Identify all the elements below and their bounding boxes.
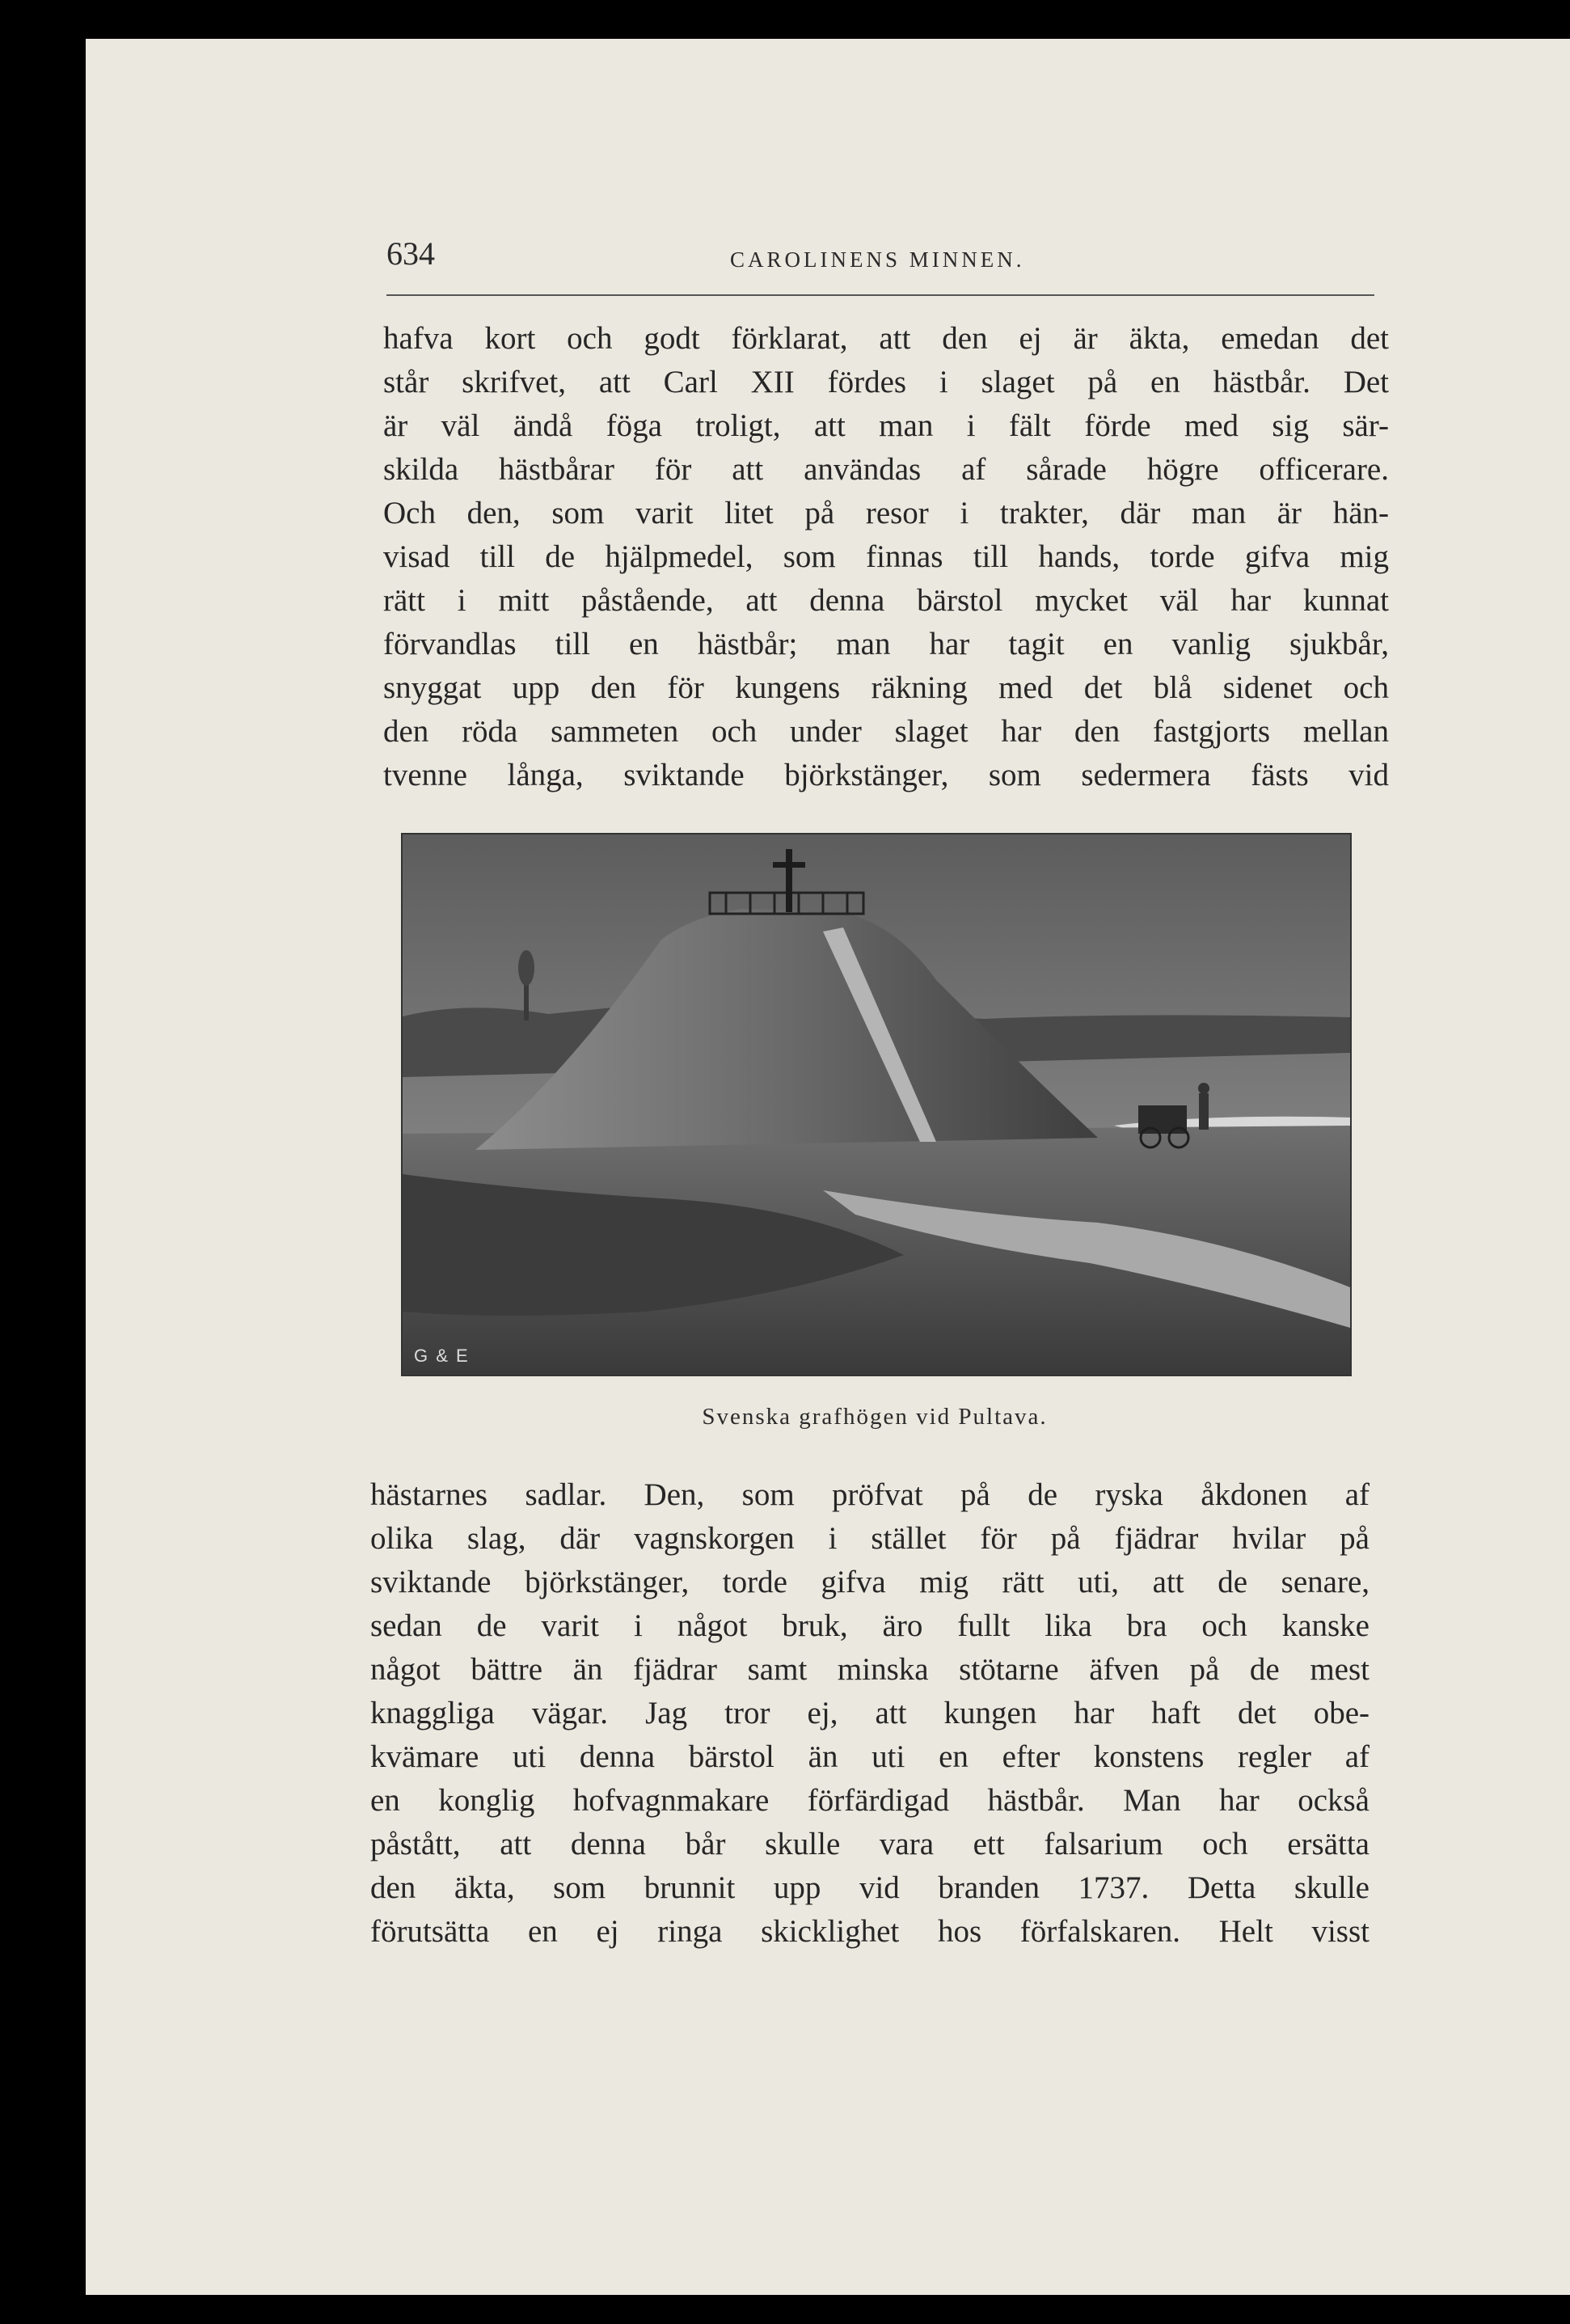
text-line: kvämare uti denna bärstol än uti en efter konstens regler af: [370, 1739, 1370, 1774]
illustration-caption: Svenska grafhögen vid Pultava.: [702, 1404, 1048, 1430]
text-line: Och den, som varit litet på resor i trakter, där man är hän-: [383, 496, 1389, 530]
text-line: förutsätta en ej ringa skicklighet hos förfalskaren. Helt visst: [370, 1914, 1370, 1949]
engraver-signature: G & E: [414, 1346, 470, 1366]
text-line: förvandlas till en hästbår; man har tagit en vanlig sjukbår,: [383, 627, 1389, 661]
text-line: sviktande björkstänger, torde gifva mig rätt uti, att de senare,: [370, 1565, 1370, 1599]
text-line: den äkta, som brunnit upp vid branden 1737. Detta skulle: [370, 1870, 1370, 1905]
text-line: står skrifvet, att Carl XII fördes i slaget på en hästbår. Det: [383, 365, 1389, 399]
page-number: 634: [386, 235, 435, 272]
text-line: knaggliga vägar. Jag tror ej, att kungen har haft det obe-: [370, 1696, 1370, 1730]
text-line: tvenne långa, sviktande björkstänger, som sedermera fästs vid: [383, 758, 1389, 792]
text-line: sedan de varit i något bruk, äro fullt lika bra och kanske: [370, 1608, 1370, 1643]
text-line: påstått, att denna bår skulle vara ett falsarium och ersätta: [370, 1827, 1370, 1861]
text-line: den röda sammeten och under slaget har den fastgjorts mellan: [383, 714, 1389, 749]
text-line: hästarnes sadlar. Den, som pröfvat på de ryska åkdonen af: [370, 1477, 1370, 1512]
text-line: skilda hästbårar för att användas af sårade högre officerare.: [383, 452, 1389, 487]
text-line: rätt i mitt påstående, att denna bärstol mycket väl har kunnat: [383, 583, 1389, 618]
text-line: olika slag, där vagnskorgen i stället för på fjädrar hvilar på: [370, 1521, 1370, 1556]
running-title: CAROLINENS MINNEN.: [730, 247, 1025, 272]
paragraph-bottom: [370, 1473, 1370, 1954]
text-line: en konglig hofvagnmakare förfärdigad hästbår. Man har också: [370, 1783, 1370, 1818]
burial-mound-engraving: [401, 833, 1352, 1376]
engraving-image: [403, 835, 1350, 1375]
page-header: [386, 235, 1374, 299]
paragraph-top: [383, 317, 1389, 797]
text-line: något bättre än fjädrar samt minska stötarne äfven på de mest: [370, 1652, 1370, 1687]
text-line: visad till de hjälpmedel, som finnas till hands, torde gifva mig: [383, 539, 1389, 574]
text-line: snyggat upp den för kungens räkning med det blå sidenet och: [383, 670, 1389, 705]
text-line: är väl ändå föga troligt, att man i fält förde med sig sär-: [383, 408, 1389, 443]
text-line: hafva kort och godt förklarat, att den ej är äkta, emedan det: [383, 321, 1389, 356]
header-rule: [386, 294, 1374, 296]
